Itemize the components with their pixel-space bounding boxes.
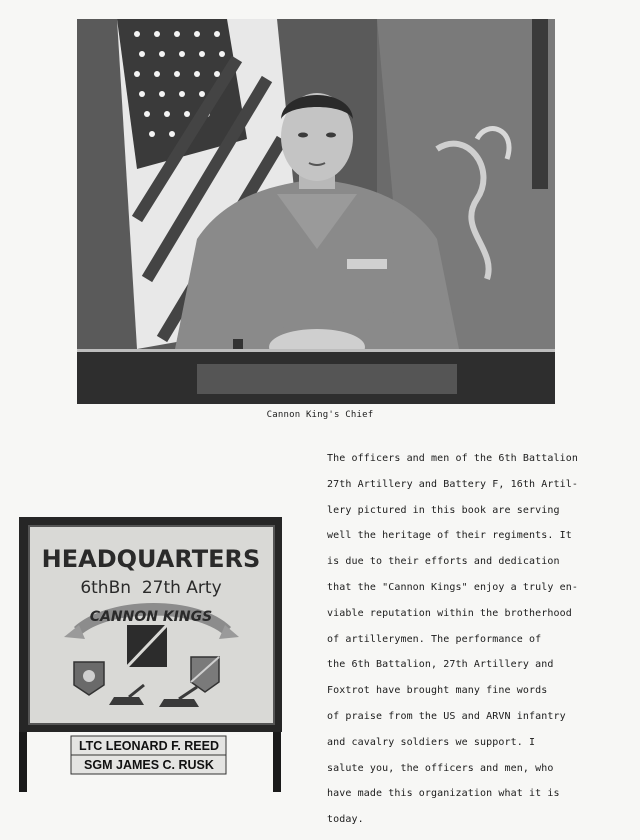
body-line: salute you, the officers and men, who bbox=[327, 762, 554, 774]
officer-portrait-photo bbox=[77, 19, 555, 404]
body-line: 27th Artillery and Battery F, 16th Artil- bbox=[327, 478, 578, 490]
officer-portrait-illustration bbox=[77, 19, 555, 404]
body-line: is due to their efforts and dedication bbox=[327, 556, 560, 568]
sign-unit: 6thBn 27th Arty bbox=[80, 578, 222, 598]
nameplate-sergeant-major: SGM JAMES C. RUSK bbox=[84, 758, 214, 772]
message-body bbox=[327, 446, 627, 833]
body-line: viable reputation within the brotherhood bbox=[327, 607, 572, 619]
body-line: well the heritage of their regiments. It bbox=[327, 530, 572, 542]
body-line: the 6th Battalion, 27th Artillery and bbox=[327, 659, 554, 671]
body-line: of praise from the US and ARVN infantry bbox=[327, 710, 566, 722]
sign-motto: CANNON KINGS bbox=[89, 609, 213, 625]
photo-caption: Cannon King's Chief bbox=[266, 410, 374, 420]
body-line: have made this organization what it is bbox=[327, 788, 560, 800]
nameplate-commander: LTC LEONARD F. REED bbox=[78, 739, 220, 753]
headquarters-sign-illustration bbox=[19, 517, 282, 792]
body-line: and cavalry soldiers we support. I bbox=[327, 736, 536, 748]
body-line: today. bbox=[327, 814, 364, 826]
sign-title: HEADQUARTERS bbox=[41, 545, 261, 573]
headquarters-sign-photo bbox=[19, 517, 282, 792]
body-line: of artillerymen. The performance of bbox=[327, 633, 542, 645]
body-line: The officers and men of the 6th Battalion bbox=[327, 453, 578, 464]
body-line: that the "Cannon Kings" enjoy a truly en- bbox=[327, 581, 578, 593]
body-line: Foxtrot have brought many fine words bbox=[327, 685, 548, 697]
body-line: lery pictured in this book are serving bbox=[327, 504, 560, 516]
